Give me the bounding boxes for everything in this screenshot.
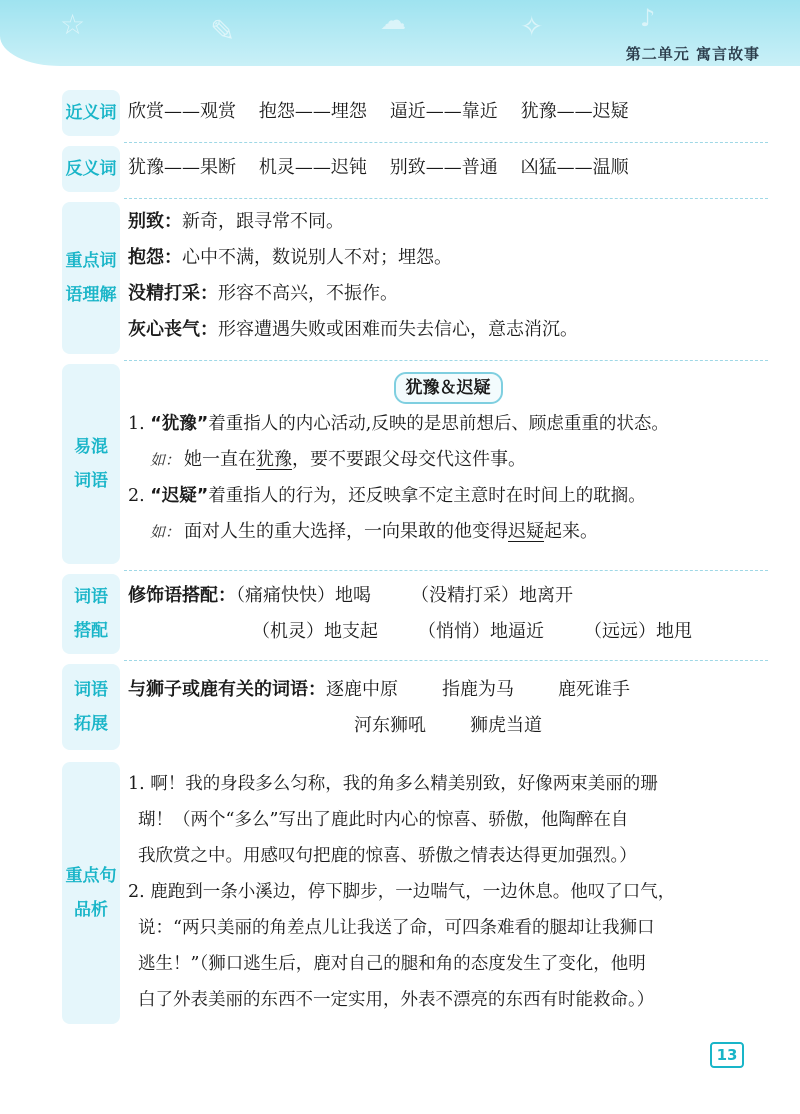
antonym-pair: 机灵——迟钝 (258, 157, 367, 178)
divider (124, 660, 768, 661)
label-line: 品析 (74, 900, 108, 920)
divider (124, 142, 768, 143)
item-word: “犹豫” (150, 414, 209, 434)
key-word-term: 抱怨： (128, 247, 182, 268)
confusing-title-row (128, 370, 768, 406)
example-text: 起来。 (544, 521, 599, 542)
synonym-pair: 逼近——靠近 (389, 101, 498, 122)
decor-pencil-icon: ✎ (210, 14, 236, 49)
confusing-example-2 (128, 514, 768, 550)
collocation-row-1 (128, 578, 768, 614)
label-line: 拓展 (74, 714, 108, 734)
item-number: 2. (128, 486, 145, 506)
key-word-term: 别致： (128, 211, 182, 232)
divider (124, 360, 768, 361)
sentence-line: 1. 啊！我的身段多么匀称，我的角多么精美别致，好像两束美丽的珊 (128, 774, 658, 794)
divider (124, 198, 768, 199)
expansion-item: 指鹿为马 (442, 679, 514, 700)
item-number: 1. (128, 414, 145, 434)
expansion-lead: 与狮子或鹿有关的词语： (128, 679, 326, 700)
sentence-line: 白了外表美丽的东西不一定实用，外表不漂亮的东西有时能救命。） (138, 990, 655, 1010)
synonym-pair: 欣赏——观赏 (128, 101, 236, 122)
section-expansion (62, 664, 768, 750)
decor-cloud-icon: ☁ (380, 6, 406, 36)
confusing-example-1 (128, 442, 768, 478)
expansion-row-2 (128, 708, 768, 744)
sentence-line: 2. 鹿跑到一条小溪边，停下脚步，一边喘气，一边休息。他叹了口气， (128, 882, 676, 902)
sentences-content (128, 766, 768, 1018)
label-line: 词语 (74, 587, 108, 607)
header-banner (0, 0, 800, 66)
confusing-item-2 (128, 478, 768, 514)
synonyms-row (128, 94, 768, 130)
decor-star2-icon: ✧ (520, 10, 544, 43)
expansion-item: 狮虎当道 (470, 715, 542, 736)
example-mark: 如： (150, 451, 181, 469)
label-collocation (62, 574, 120, 654)
page-number: 13 (710, 1042, 744, 1068)
section-confusing-words (62, 364, 768, 564)
label-key-words (62, 202, 120, 354)
expansion-row-1 (128, 672, 768, 708)
collocation-item: （远远）地甩 (584, 621, 692, 642)
sentence-line: 瑚！（两个“多么”写出了鹿此时内心的惊喜、骄傲，他陶醉在自 (138, 810, 629, 830)
antonyms-row (128, 150, 768, 186)
key-word-item (128, 312, 768, 348)
example-text: 她一直在 (184, 449, 257, 470)
example-underlined-word: 犹豫 (256, 449, 293, 470)
key-word-term: 灰心丧气： (128, 319, 218, 340)
divider (124, 570, 768, 571)
key-words-list (128, 204, 768, 348)
label-line: 重点句 (65, 866, 117, 886)
synonym-pair: 抱怨——埋怨 (258, 101, 367, 122)
key-word-item (128, 240, 768, 276)
label-synonyms: 近义词 (62, 90, 120, 136)
example-mark: 如： (150, 523, 181, 541)
collocation-content (128, 578, 768, 650)
antonym-pair: 凶猛——温顺 (520, 157, 629, 178)
label-line: 语理解 (65, 285, 117, 305)
confusing-item-1 (128, 406, 768, 442)
decor-note-icon: ♪ (640, 4, 656, 32)
sentence-line: 我欣赏之中。用感叹句把鹿的惊喜、骄傲之情表达得更加强烈。） (138, 846, 637, 866)
section-key-sentences (62, 762, 768, 1024)
expansion-item: 鹿死谁手 (558, 679, 630, 700)
key-word-item (128, 276, 768, 312)
item-text: 着重指人的行为，还反映拿不定主意时在时间上的耽搁。 (208, 486, 646, 506)
example-text: ，要不要跟父母交代这件事。 (292, 449, 527, 470)
collocation-lead: 修饰语搭配： (128, 585, 236, 606)
expansion-content (128, 672, 768, 744)
key-word-item (128, 204, 768, 240)
example-underlined-word: 迟疑 (508, 521, 545, 542)
example-text: 面对人生的重大选择，一向果敢的他变得 (184, 521, 509, 542)
antonym-pair: 犹豫——果断 (128, 157, 236, 178)
label-line: 词语 (74, 680, 108, 700)
section-antonyms (62, 146, 768, 192)
section-synonyms (62, 90, 768, 136)
label-line: 易混 (74, 437, 108, 457)
collocation-item: （悄悄）地逼近 (418, 621, 544, 642)
confusing-title: 犹豫＆迟疑 (394, 372, 503, 404)
confusing-content (128, 370, 768, 550)
antonym-pair: 别致——普通 (389, 157, 498, 178)
label-line: 搭配 (74, 621, 108, 641)
expansion-item: 逐鹿中原 (326, 679, 398, 700)
label-confusing (62, 364, 120, 564)
item-text: 着重指人的内心活动,反映的是思前想后、顾虑重重的状态。 (208, 414, 669, 434)
key-word-def: 形容不高兴，不振作。 (218, 283, 398, 304)
collocation-item: （没精打采）地离开 (411, 585, 573, 606)
synonym-pair: 犹豫——迟疑 (520, 101, 629, 122)
expansion-item: 河东狮吼 (354, 715, 426, 736)
key-word-def: 形容遭遇失败或困难而失去信心，意志消沉。 (218, 319, 578, 340)
collocation-row-2 (128, 614, 768, 650)
label-sentences (62, 762, 120, 1024)
sentence-line: 逃生！”（狮口逃生后，鹿对自己的腿和角的态度发生了变化，他明 (138, 954, 646, 974)
section-key-words (62, 202, 768, 354)
unit-title: 第二单元 寓言故事 (625, 45, 760, 63)
label-expansion (62, 664, 120, 750)
label-line: 词语 (74, 471, 108, 491)
label-antonyms: 反义词 (62, 146, 120, 192)
key-word-def: 心中不满，数说别人不对；埋怨。 (182, 247, 452, 268)
item-word: “迟疑” (150, 486, 209, 506)
key-word-term: 没精打采： (128, 283, 218, 304)
section-collocation (62, 574, 768, 654)
collocation-item: （机灵）地支起 (252, 621, 378, 642)
label-line: 重点词 (65, 251, 117, 271)
decor-star-icon: ☆ (60, 8, 86, 41)
collocation-item: （痛痛快快）地喝 (236, 585, 371, 606)
sentence-line: 说：“两只美丽的角差点儿让我送了命，可四条难看的腿却让我狮口 (138, 918, 655, 938)
key-word-def: 新奇，跟寻常不同。 (182, 211, 344, 232)
